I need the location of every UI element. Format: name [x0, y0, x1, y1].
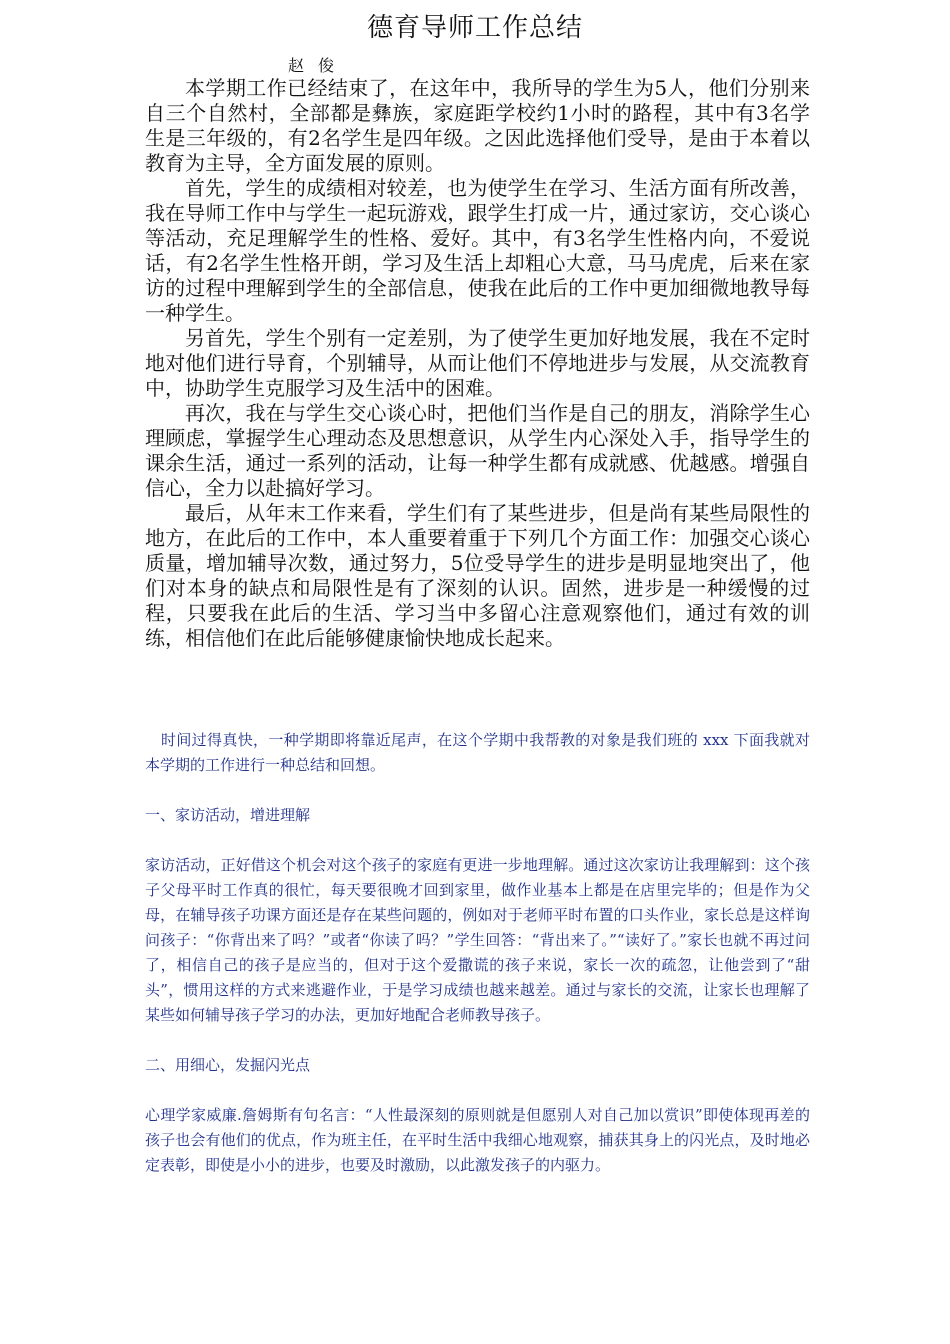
paragraph: 另首先，学生个别有一定差别，为了使学生更加好地发展，我在不定时地对他们进行导育，个别辅导，从而让他们不停地进步与发展，从交流教育中，协助学生克服学习及生活中的困难。 [145, 326, 810, 400]
paragraph: 最后，从年末工作来看，学生们有了某些进步，但是尚有某些局限性的地方，在此后的工作中，本人重要着重于下列几个方面工作：加强交心谈心质量，增加辅导次数，通过努力，5位受导学生的进步是明显地突出了，他们对本身的缺点和局限性是有了深刻的认识。固然，进步是一种缓慢的过程，只要我在此后的生活、学习当中多留心注意观察他们，通过有效的训练，相信他们在此后能够健康愉快地成长起来。 [145, 501, 810, 650]
paragraph: 家访活动，正好借这个机会对这个孩子的家庭有更进一步地理解。通过这次家访让我理解到：这个孩子父母平时工作真的很忙，每天要很晚才回到家里，做作业基本上都是在店里完毕的；但是作为父母，在辅导孩子功课方面还是存在某些问题的，例如对于老师平时布置的口头作业，家长总是这样询问孩子：“你背出来了吗？”或者“你读了吗？”学生回答：“背出来了。”“读好了。”家长也就不再过问了，相信自己的孩子是应当的，但对于这个爱撒谎的孩子来说，家长一次的疏忽，让他尝到了“甜头”，惯用这样的方式来逃避作业，于是学习成绩也越来越差。通过与家长的交流，让家长也理解了某些如何辅导孩子学习的办法，更加好地配合老师教导孩子。 [145, 856, 810, 1024]
paragraph: 本学期工作已经结束了，在这年中，我所导的学生为5人，他们分别来自三个自然村，全部都是彝族，家庭距学校约1小时的路程，其中有3名学生是三年级的，有2名学生是四年级。之因此选择他们受导，是由于本着以教育为主导，全方面发展的原则。 [145, 76, 810, 175]
document-title: 德育导师工作总结 [366, 13, 583, 43]
summary-section [145, 76, 810, 651]
paragraph: 再次，我在与学生交心谈心时，把他们当作是自己的朋友，消除学生心理顾虑，掌握学生心理动态及思想意识，从学生内心深处入手，指导学生的课余生活，通过一系列的活动，让每一种学生都有成就感、优越感。增强自信心，全力以赴搞好学习。 [145, 401, 810, 500]
document-author: 赵俊 [288, 56, 349, 75]
section-heading: 二、用细心，发掘闪光点 [145, 1056, 311, 1074]
intro-paragraph: 时间过得真快，一种学期即将靠近尾声，在这个学期中我帮教的对象是我们班的 xxx 下面我就对本学期的工作进行一种总结和回想。 [145, 731, 810, 774]
paragraph: 心理学家威廉.詹姆斯有句名言：“人性最深刻的原则就是但愿别人对自己加以赏识”即使体现再差的孩子也会有他们的优点，作为班主任，在平时生活中我细心地观察，捕获其身上的闪光点，及时地必定表彰，即使是小小的进步，也要及时激励，以此激发孩子的内驱力。 [145, 1106, 810, 1174]
section-heading: 一、家访活动，增进理解 [145, 806, 311, 824]
paragraph: 首先，学生的成绩相对较差，也为使学生在学习、生活方面有所改善，我在导师工作中与学生一起玩游戏，跟学生打成一片，通过家访，交心谈心等活动，充足理解学生的性格、爱好。其中，有3名学生性格内向，不爱说话，有2名学生性格开朗，学习及生活上却粗心大意，马马虎虎，后来在家访的过程中理解到学生的全部信息，使我在此后的工作中更加细微地教导每一种学生。 [145, 176, 810, 325]
appended-section [145, 728, 810, 1203]
